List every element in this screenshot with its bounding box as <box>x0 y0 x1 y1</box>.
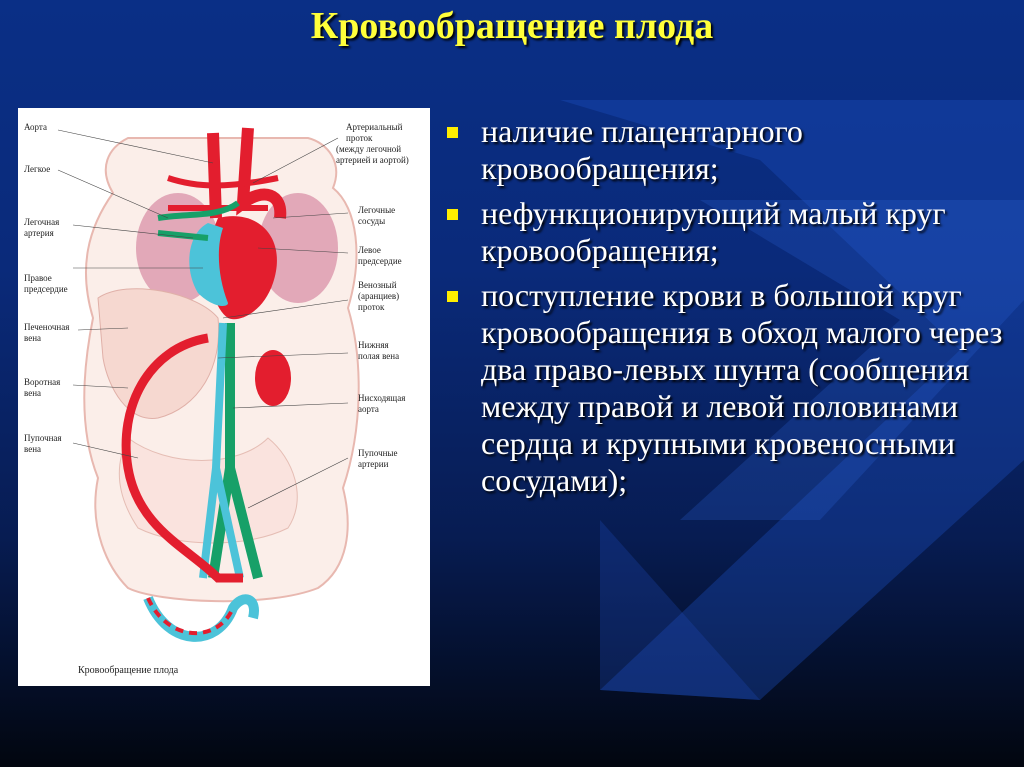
label-right-atrium-1: Правое <box>24 273 52 283</box>
figure-caption: Кровообращение плода <box>78 665 179 676</box>
label-ivc-2: полая вена <box>358 351 400 361</box>
bullet-list <box>443 113 1013 507</box>
bullet-marker-icon <box>447 127 458 138</box>
label-pulmonary-vessels-1: Легочные <box>358 205 396 215</box>
label-pulmonary-vessels-2: сосуды <box>358 216 386 226</box>
label-aorta: Аорта <box>24 122 47 132</box>
anatomy-illustration <box>18 108 430 686</box>
bullet-item <box>443 277 1013 499</box>
label-left-atrium-2: предсердие <box>358 256 402 266</box>
label-umbilical-vein-1: Пупочная <box>24 433 62 443</box>
label-ductus-arteriosus-1: Артериальный <box>346 122 403 132</box>
bullet-marker-icon <box>447 291 458 302</box>
label-ivc-1: Нижняя <box>358 340 389 350</box>
label-hepatic-vein-2: вена <box>24 333 42 343</box>
bullet-item <box>443 195 1013 269</box>
label-ductus-venosus-2: (аранциев) <box>358 291 400 301</box>
bullet-marker-icon <box>447 209 458 220</box>
label-ductus-venosus-3: проток <box>358 302 385 312</box>
label-pulmonary-artery-2: артерия <box>24 228 54 238</box>
fetal-circulation-diagram <box>18 108 430 686</box>
label-descending-aorta-2: аорта <box>358 404 379 414</box>
label-hepatic-vein-1: Печеночная <box>24 322 70 332</box>
bullet-item <box>443 113 1013 187</box>
label-ductus-venosus-1: Венозный <box>358 280 397 290</box>
label-right-atrium-2: предсердие <box>24 284 68 294</box>
label-descending-aorta-1: Нисходящая <box>358 393 406 403</box>
label-umbilical-arteries-2: артерии <box>358 459 389 469</box>
label-umbilical-arteries-1: Пупочные <box>358 448 398 458</box>
umbilical-cord <box>148 598 254 637</box>
label-pulmonary-artery-1: Легочная <box>24 217 60 227</box>
label-ductus-arteriosus-2: проток <box>346 133 373 143</box>
label-ductus-arteriosus-3: (между легочной <box>336 144 402 154</box>
bullet-text: поступление крови в большой круг кровообращения в обход малого через два право-левых шунта (сообщения между правой и левой половинами сердца и крупными кровеносными сосудами); <box>481 277 1003 498</box>
label-lung: Легкое <box>24 164 51 174</box>
label-left-atrium-1: Левое <box>358 245 381 255</box>
label-portal-vein-2: вена <box>24 388 42 398</box>
slide-title: Кровообращение плода <box>310 5 714 47</box>
label-umbilical-vein-2: вена <box>24 444 42 454</box>
bullet-text: нефункционирующий малый круг кровообращения; <box>481 195 946 268</box>
label-portal-vein-1: Воротная <box>24 377 61 387</box>
label-ductus-arteriosus-4: артерией и аортой) <box>336 155 409 165</box>
bullet-text: наличие плацентарного кровообращения; <box>481 113 803 186</box>
kidney <box>255 350 291 406</box>
